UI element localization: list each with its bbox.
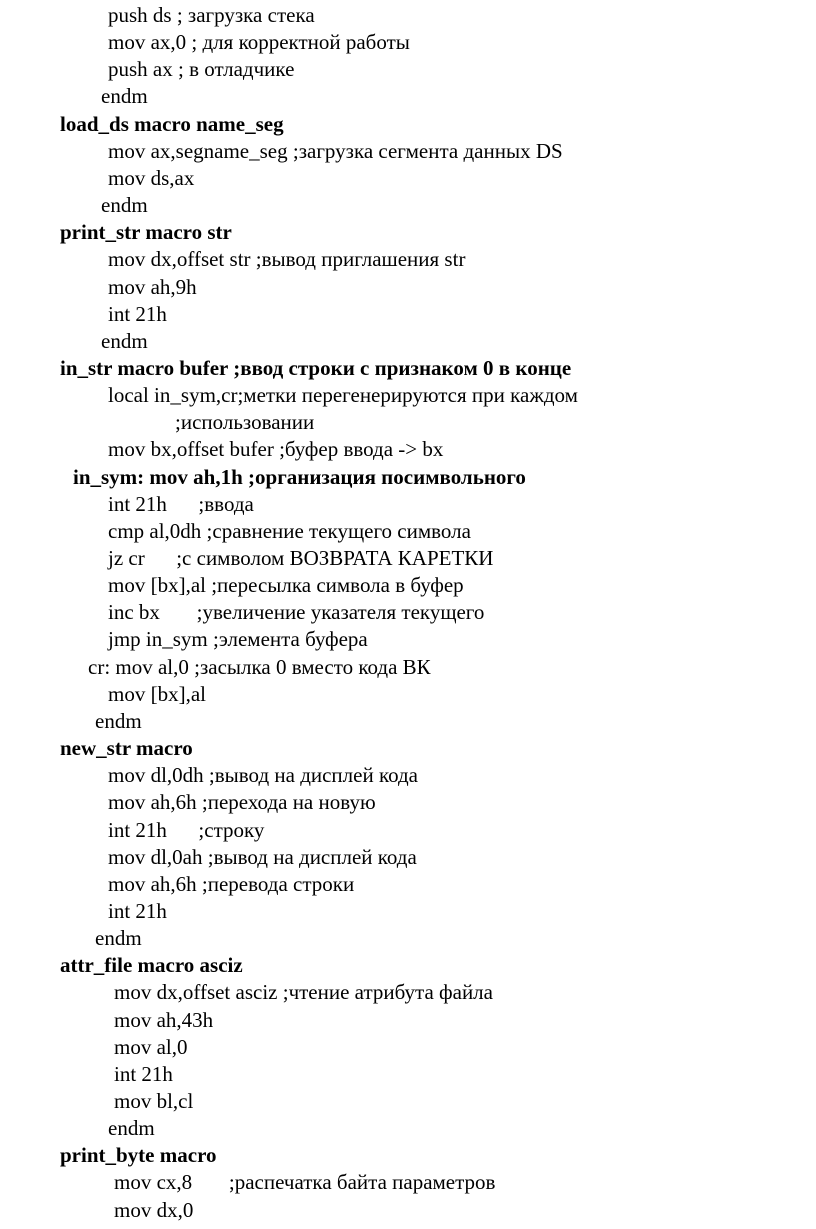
code-line: int 21h ;строку [108,817,265,842]
code-line: int 21h [114,1061,173,1086]
code-line: mov bl,cl [114,1089,194,1113]
code-line: mov ds,ax [108,165,195,190]
code-line: local in_sym,cr;метки перегенерируются при каждом [108,383,578,408]
macro-header-line: print_byte macro [60,1143,217,1168]
code-line: mov ax,segname_seg ;загрузка сегмента данных DS [108,138,563,163]
code-line: mov al,0 [114,1034,188,1059]
code-line: mov ax,0 ; для корректной работы [108,30,410,55]
code-line: mov [bx],al ;пересылка символа в буфер [108,573,464,598]
macro-header-line: in_str macro bufer ;ввод строки с признаком 0 в конце [60,355,572,380]
code-line: endm [95,926,142,951]
code-line: mov dx,0 [114,1197,194,1222]
code-line: endm [95,708,142,733]
code-line: endm [101,84,148,109]
code-line: mov [bx],al [108,681,206,706]
code-line: mov ah,9h [108,274,197,299]
code-line: mov dx,offset str ;вывод приглашения str [108,247,466,272]
code-line: mov dl,0ah ;вывод на дисплей кода [108,844,417,869]
code-line: push ds ; загрузка стека [108,3,315,27]
code-line: int 21h [108,898,167,923]
code-line: ;использовании [175,410,315,435]
code-line: endm [101,193,148,218]
code-line: mov dx,offset asciz ;чтение атрибута файла [114,980,493,1005]
code-line: mov cx,8 ;распечатка байта параметров [114,1170,496,1195]
code-line: mov ah,6h ;перевода строки [108,871,355,896]
code-line: jz cr ;с символом ВОЗВРАТА КАРЕТКИ [108,546,494,570]
macro-header-line: attr_file macro asciz [60,953,243,978]
code-line: int 21h ;ввода [108,491,254,516]
macro-header-line: in_sym: mov ah,1h ;организация посимвольного [73,464,526,489]
code-line: mov ah,43h [114,1007,214,1032]
code-line: mov bx,offset bufer ;буфер ввода -> bx [108,437,444,462]
code-line: jmp in_sym ;элемента буфера [108,627,368,652]
macro-header-line: load_ds macro name_seg [60,111,284,136]
code-line: endm [101,328,148,353]
code-line: cmp al,0dh ;сравнение текущего символа [108,518,471,543]
macro-header-line: print_str macro str [60,220,232,245]
code-line: inc bx ;увеличение указателя текущего [108,600,485,625]
code-line: mov dl,0dh ;вывод на дисплей кода [108,763,418,788]
code-line: push ax ; в отладчике [108,57,295,82]
code-line: cr: mov al,0 ;засылка 0 вместо кода ВК [88,654,431,679]
code-line: int 21h [108,301,167,326]
code-line: mov ah,6h ;перехода на новую [108,790,376,815]
code-line: endm [108,1116,155,1141]
macro-header-line: new_str macro [60,736,193,761]
